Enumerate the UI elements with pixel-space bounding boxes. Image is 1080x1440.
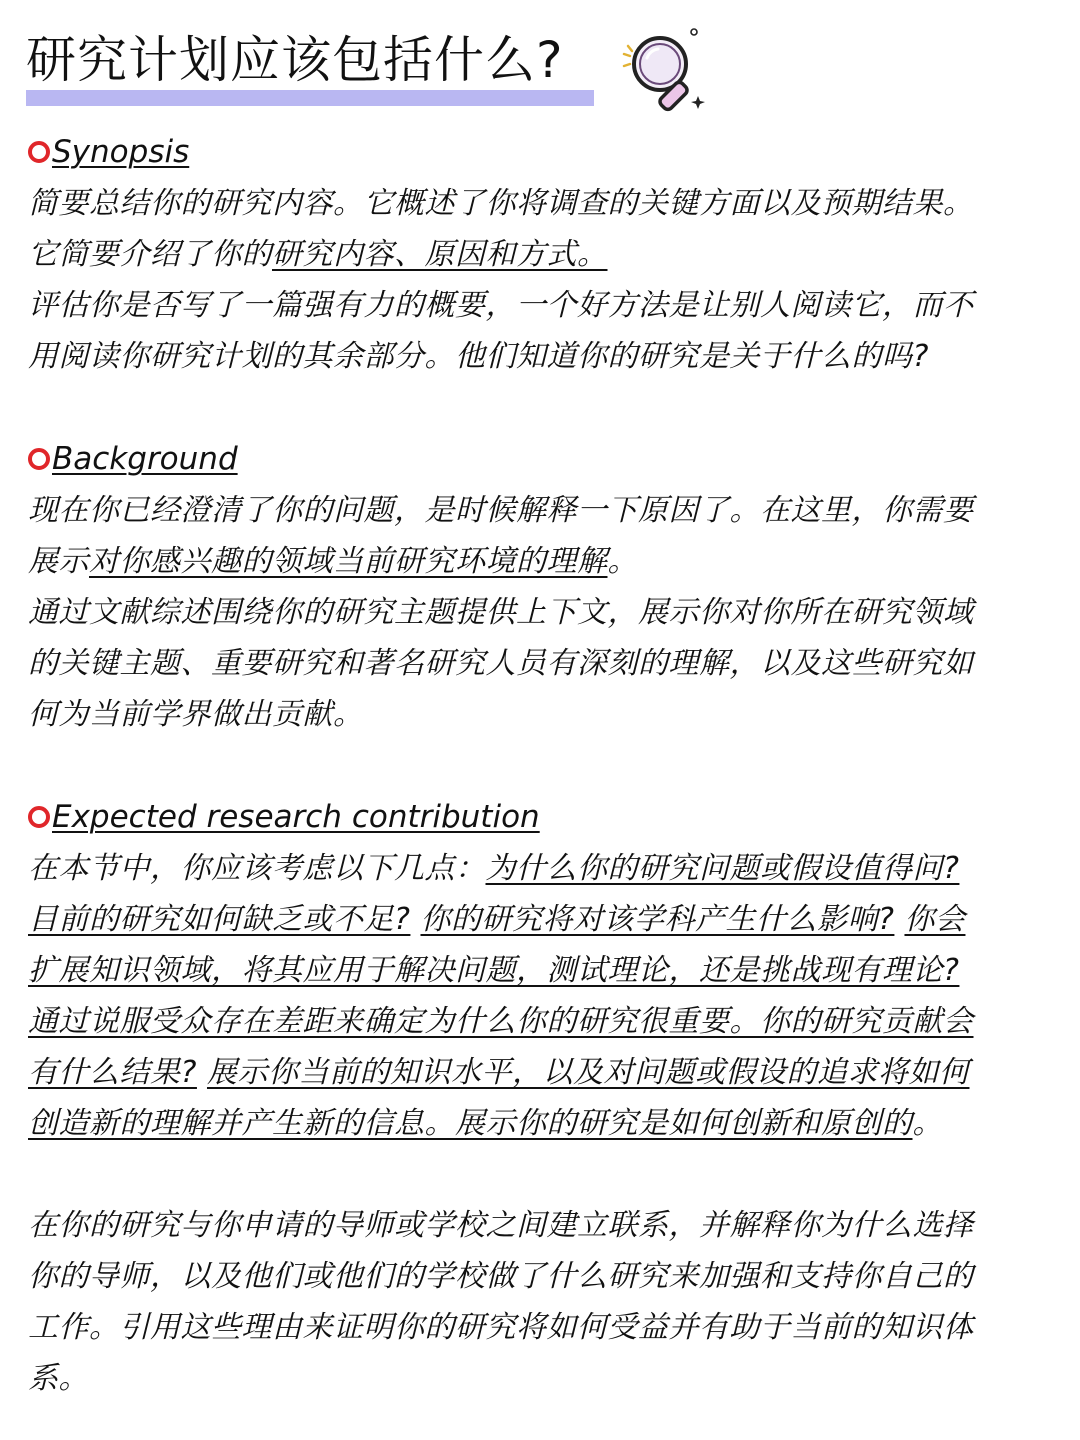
- section-heading-background: [28, 433, 1058, 485]
- contribution-line: 扩展知识领域，将其应用于解决问题，测试理论，还是挑战现有理论?: [28, 953, 960, 988]
- synopsis-line: 简要总结你的研究内容。它概述了你将调查的关键方面以及预期结果。: [28, 186, 974, 221]
- red-ring-icon: [28, 806, 50, 828]
- synopsis-line: 它简要介绍了你的研究内容、原因和方式。: [28, 237, 608, 272]
- title-block: [26, 22, 726, 112]
- synopsis-heading-text: Synopsis: [52, 134, 190, 170]
- background-line: 现在你已经澄清了你的问题，是时候解释一下原因了。在这里，你需要: [28, 493, 974, 528]
- contribution-line: 创造新的理解并产生新的信息。展示你的研究是如何创新和原创的。: [28, 1106, 943, 1141]
- contribution-line: 通过说服受众存在差距来确定为什么你的研究很重要。你的研究贡献会: [28, 1004, 974, 1039]
- page-title: 研究计划应该包括什么?: [26, 31, 564, 89]
- synopsis-line: 用阅读你研究计划的其余部分。他们知道你的研究是关于什么的吗?: [28, 339, 929, 374]
- background-line: 何为当前学界做出贡献。: [28, 697, 364, 732]
- red-ring-icon: [28, 448, 50, 470]
- background-heading-text: Background: [52, 441, 238, 477]
- content: [28, 126, 1058, 1404]
- section-heading-contribution: [28, 791, 1058, 843]
- red-ring-icon: [28, 141, 50, 163]
- contribution-line: 有什么结果? 展示你当前的知识水平，以及对问题或假设的追求将如何: [28, 1055, 970, 1090]
- magnifying-glass-icon: [614, 22, 714, 122]
- contribution-line: 在本节中，你应该考虑以下几点：为什么你的研究问题或假设值得问?: [28, 851, 960, 886]
- closing-line: 你的导师，以及他们或他们的学校做了什么研究来加强和支持你自己的: [28, 1259, 974, 1294]
- synopsis-line: 评估你是否写了一篇强有力的概要，一个好方法是让别人阅读它，而不: [28, 288, 974, 323]
- background-line: 展示对你感兴趣的领域当前研究环境的理解。: [28, 544, 638, 579]
- closing-line: 在你的研究与你申请的导师或学校之间建立联系，并解释你为什么选择: [28, 1208, 974, 1243]
- background-line: 的关键主题、重要研究和著名研究人员有深刻的理解，以及这些研究如: [28, 646, 974, 681]
- section-heading-synopsis: [28, 126, 1058, 178]
- closing-line: 工作。引用这些理由来证明你的研究将如何受益并有助于当前的知识体: [28, 1310, 974, 1345]
- background-line: 通过文献综述围绕你的研究主题提供上下文，展示你对你所在研究领域: [28, 595, 974, 630]
- closing-line: 系。: [28, 1361, 89, 1396]
- contribution-heading-text: Expected research contribution: [52, 799, 540, 835]
- title-highlight-bar: [26, 90, 594, 106]
- contribution-line: 目前的研究如何缺乏或不足? 你的研究将对该学科产生什么影响? 你会: [28, 902, 966, 937]
